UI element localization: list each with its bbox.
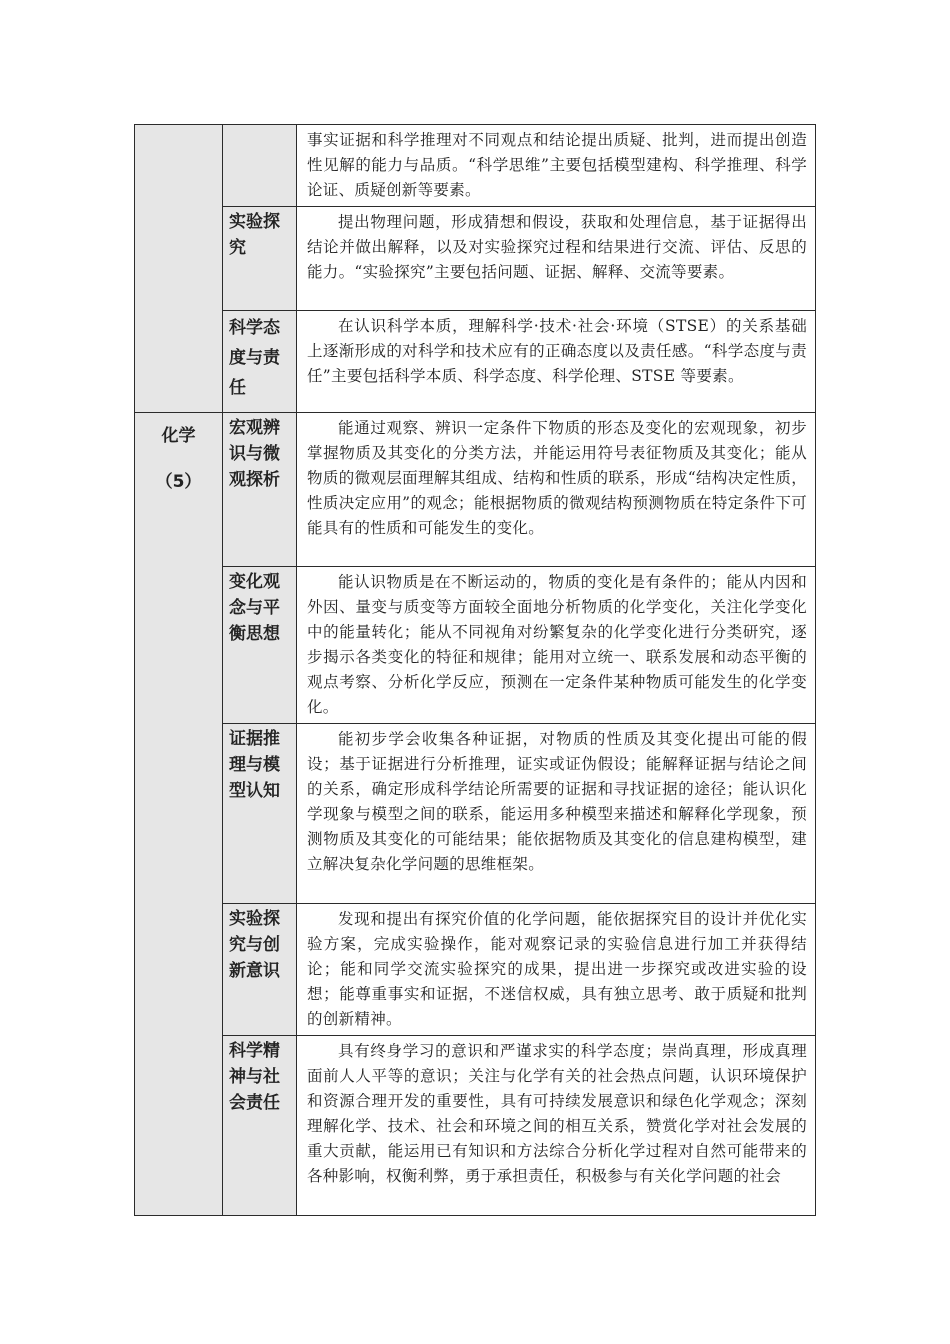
description-cell: 提出物理问题，形成猜想和假设，获取和处理信息，基于证据得出结论并做出解释，以及对实验探究过程和结果进行交流、评估、反思的能力。“实验探究”主要包括问题、证据、解释、交流等要素。 <box>297 207 816 311</box>
subject-cell-chemistry <box>135 413 223 1216</box>
description-cell: 事实证据和科学推理对不同观点和结论提出质疑、批判，进而提出创造性见解的能力与品质。“科学思维”主要包括模型建构、科学推理、科学论证、质疑创新等要素。 <box>297 125 816 207</box>
subject-count: （5） <box>155 472 202 492</box>
table-row <box>135 125 816 207</box>
description-cell: 具有终身学习的意识和严谨求实的科学态度；崇尚真理，形成真理面前人人平等的意识；关注与化学有关的社会热点问题，认识环境保护和资源合理开发的重要性，具有可持续发展意识和绿色化学观念；深刻理解化学、技术、社会和环境之间的相互关系，赞赏化学对社会发展的重大贡献，能运用已有知识和方法综合分析化学过程对自然可能带来的各种影响，权衡利弊，勇于承担责任，积极参与有关化学问题的社会 <box>297 1036 816 1216</box>
description-cell: 能通过观察、辨识一定条件下物质的形态及变化的宏观现象，初步掌握物质及其变化的分类方法，并能运用符号表征物质及其变化；能从物质的微观层面理解其组成、结构和性质的联系，形成“结构决定性质，性质决定应用”的观念；能根据物质的微观结构预测物质在特定条件下可能具有的性质和可能发生的变化。 <box>297 413 816 567</box>
table-row <box>135 311 816 413</box>
description-cell: 发现和提出有探究价值的化学问题，能依据探究目的设计并优化实验方案，完成实验操作，能对观察记录的实验信息进行加工并获得结论；能和同学交流实验探究的成果，提出进一步探究或改进实验的设想；能尊重事实和证据，不迷信权威，具有独立思考、敢于质疑和批判的创新精神。 <box>297 904 816 1036</box>
table-row <box>135 207 816 311</box>
table-row <box>135 567 816 724</box>
table-row <box>135 1036 816 1216</box>
subject-name: 化学 <box>161 426 196 446</box>
dimension-cell: 宏观辨识与微观探析 <box>223 413 297 567</box>
subject-cell-physics-continued <box>135 125 223 413</box>
table-row <box>135 724 816 904</box>
dimension-cell: 科学精神与社会责任 <box>223 1036 297 1216</box>
description-cell: 在认识科学本质，理解科学·技术·社会·环境（STSE）的关系基础上逐渐形成的对科学和技术应有的正确态度以及责任感。“科学态度与责任”主要包括科学本质、科学态度、科学伦理、STSE 等要素。 <box>297 311 816 413</box>
dimension-cell: 实验探究与创新意识 <box>223 904 297 1036</box>
dimension-cell: 变化观念与平衡思想 <box>223 567 297 724</box>
table-row <box>135 904 816 1036</box>
description-cell: 能认识物质是在不断运动的，物质的变化是有条件的；能从内因和外因、量变与质变等方面较全面地分析物质的化学变化，关注化学变化中的能量转化；能从不同视角对纷繁复杂的化学变化进行分类研究，逐步揭示各类变化的特征和规律；能用对立统一、联系发展和动态平衡的观点考察、分析化学反应，预测在一定条件某种物质可能发生的化学变化。 <box>297 567 816 724</box>
dimension-cell <box>223 125 297 207</box>
description-cell: 能初步学会收集各种证据，对物质的性质及其变化提出可能的假设；基于证据进行分析推理，证实或证伪假设；能解释证据与结论之间的关系，确定形成科学结论所需要的证据和寻找证据的途径；能认识化学现象与模型之间的联系，能运用多种模型来描述和解释化学现象，预测物质及其变化的可能结果；能依据物质及其变化的信息建构模型，建立解决复杂化学问题的思维框架。 <box>297 724 816 904</box>
core-literacy-table <box>134 124 816 1216</box>
dimension-cell: 实验探究 <box>223 207 297 311</box>
dimension-cell: 科学态度与责任 <box>223 311 297 413</box>
dimension-cell: 证据推理与模型认知 <box>223 724 297 904</box>
table-row <box>135 413 816 567</box>
